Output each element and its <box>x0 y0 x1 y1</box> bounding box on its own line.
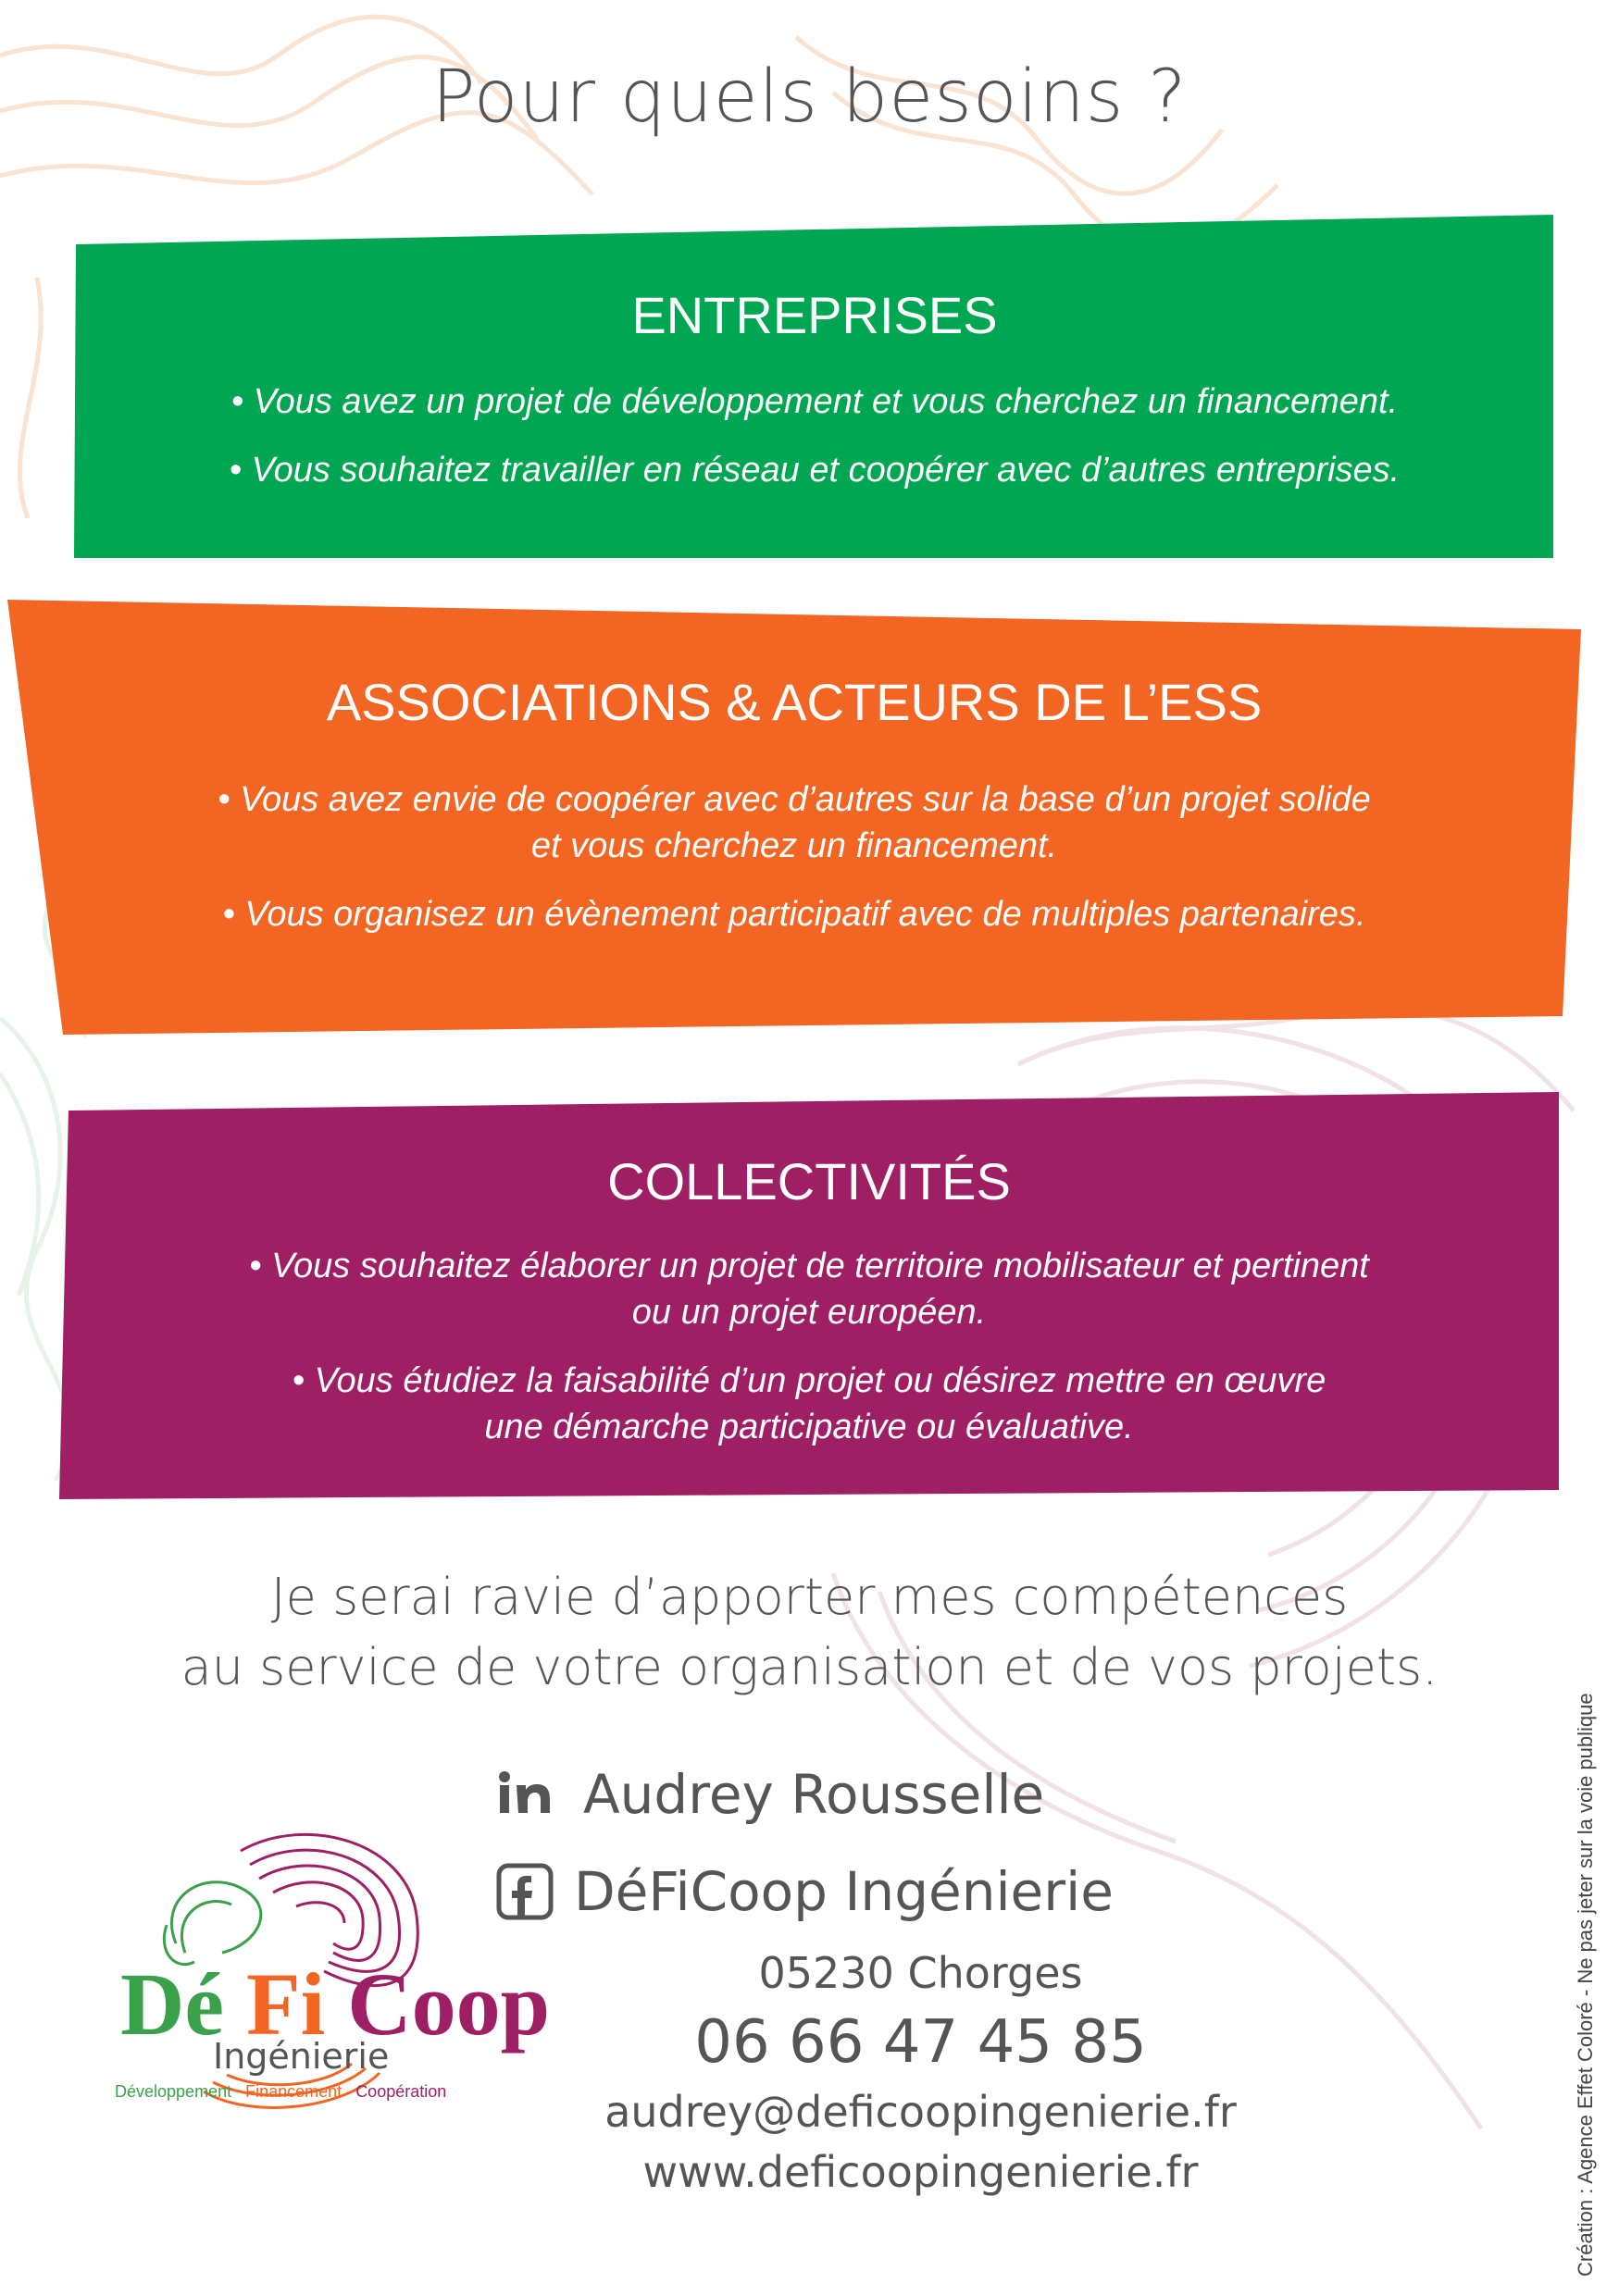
section-line: • Vous souhaitez travailler en réseau et coopérer avec d’autres entreprises. <box>229 451 1401 490</box>
section-heading: COLLECTIVITÉS <box>607 1152 1011 1210</box>
linkedin-contact[interactable] <box>496 1763 1044 1826</box>
section-line: • Vous avez envie de coopérer avec d’autres sur la base d’un projet solide <box>218 780 1371 819</box>
section-line: une démarche participative ou évaluative. <box>484 1408 1134 1446</box>
logo-subtitle: Ingénierie <box>213 2036 390 2077</box>
facebook-name: DéFiCoop Ingénierie <box>574 1860 1114 1923</box>
logo-part-de: Dé <box>120 1955 224 2054</box>
design-credit: Création : Agence Effet Coloré - Ne pas jeter sur la voie publique <box>1574 1693 1597 2277</box>
section-line: • Vous souhaitez élaborer un projet de territoire mobilisateur et pertinent <box>249 1247 1369 1285</box>
facebook-icon <box>496 1863 554 1920</box>
logo-part-coop: Coop <box>347 1955 550 2054</box>
email-link[interactable]: audrey@deficoopingenierie.fr <box>604 2087 1237 2137</box>
linkedin-icon <box>496 1770 557 1818</box>
logo-tagline <box>115 2082 446 2102</box>
section-heading: ENTREPRISES <box>631 286 998 344</box>
linkedin-name: Audrey Rousselle <box>583 1763 1045 1826</box>
closing-line: Je serai ravie d’apporter mes compétences <box>270 1568 1349 1626</box>
page-title: Pour quels besoins ? <box>431 56 1188 139</box>
section-line: ou un projet européen. <box>631 1293 987 1332</box>
section-heading: ASSOCIATIONS & ACTEURS DE L’ESS <box>326 673 1263 731</box>
deficoop-logo <box>102 1814 550 2110</box>
section-entreprises <box>74 213 1555 560</box>
city: 05230 Chorges <box>758 1948 1083 1998</box>
closing-line: au service de votre organisation et de vos projets. <box>181 1638 1438 1696</box>
section-line: et vous cherchez un financement. <box>530 826 1058 865</box>
section-line: • Vous étudiez la faisabilité d’un projet ou désirez mettre en œuvre <box>292 1361 1326 1400</box>
website-link[interactable]: www.deficoopingenierie.fr <box>642 2147 1199 2197</box>
logo-tag-financement: Financement <box>245 2082 342 2101</box>
facebook-contact[interactable] <box>496 1860 1114 1923</box>
closing-statement <box>0 1562 1619 1703</box>
section-associations <box>7 600 1581 1035</box>
section-line: • Vous organisez un évènement participatif avec de multiples partenaires. <box>222 895 1366 934</box>
section-collectivites <box>59 1092 1559 1504</box>
logo-part-fi: Fi <box>245 1955 326 2054</box>
logo-tag-developpement: Développement <box>115 2082 232 2101</box>
logo-tag-cooperation: Coopération <box>355 2082 447 2101</box>
phone-number[interactable]: 06 66 47 45 85 <box>694 2008 1147 2077</box>
section-line: • Vous avez un projet de développement et vous cherchez un financement. <box>230 382 1399 421</box>
